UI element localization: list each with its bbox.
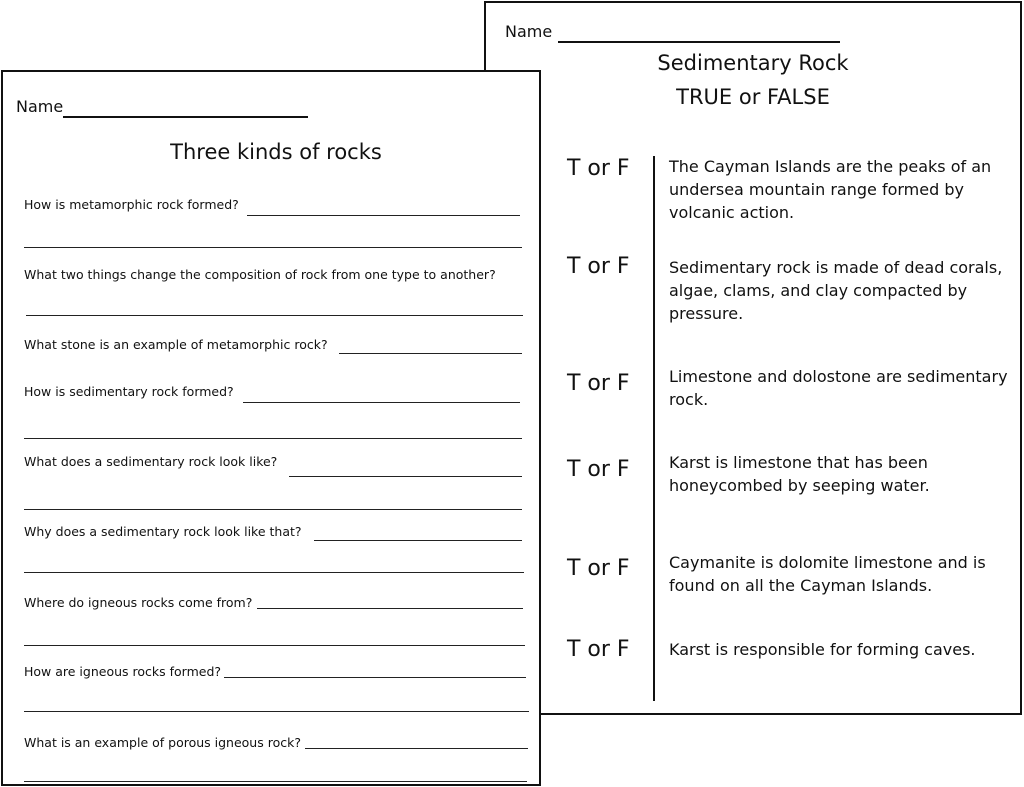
answer-line-6b[interactable] <box>24 572 524 573</box>
name-field[interactable] <box>63 116 308 118</box>
name-label: Name <box>16 97 64 116</box>
answer-line-5b[interactable] <box>24 509 522 510</box>
question-3: What stone is an example of metamorphic rock? <box>24 337 328 352</box>
question-7: Where do igneous rocks come from? <box>24 595 253 610</box>
tf-statement-1: The Cayman Islands are the peaks of an undersea mountain range formed by volcanic action. <box>669 157 992 222</box>
answer-line-7[interactable] <box>257 608 523 609</box>
answer-line-9b[interactable] <box>24 781 527 782</box>
tf-statement-6: Karst is responsible for forming caves. <box>669 640 976 659</box>
worksheet-title: Sedimentary Rock <box>657 51 849 75</box>
sedimentary-rock-worksheet <box>484 1 1022 715</box>
name-label: Name <box>505 22 553 41</box>
tf-mark-2[interactable]: T or F <box>567 254 630 279</box>
worksheet-subtitle: TRUE or FALSE <box>676 85 830 109</box>
tf-statement-2: Sedimentary rock is made of dead corals, algae, clams, and clay compacted by pressure. <box>669 258 1003 323</box>
answer-line-4[interactable] <box>243 402 520 403</box>
tf-statement-4: Karst is limestone that has been honeycombed by seeping water. <box>669 453 930 495</box>
tf-mark-3[interactable]: T or F <box>567 371 630 396</box>
name-field[interactable] <box>558 41 840 43</box>
question-4: How is sedimentary rock formed? <box>24 384 234 399</box>
answer-line-5[interactable] <box>289 476 522 477</box>
column-divider <box>653 156 655 701</box>
question-8: How are igneous rocks formed? <box>24 664 222 679</box>
worksheet-title: Three kinds of rocks <box>170 140 382 164</box>
tf-mark-4[interactable]: T or F <box>567 457 630 482</box>
tf-mark-5[interactable]: T or F <box>567 556 630 581</box>
question-2: What two things change the composition of rock from one type to another? <box>24 267 496 282</box>
answer-line-3[interactable] <box>339 353 522 354</box>
answer-line-7b[interactable] <box>24 645 525 646</box>
answer-line-8[interactable] <box>224 677 526 678</box>
question-9: What is an example of porous igneous rock? <box>24 735 301 750</box>
question-1: How is metamorphic rock formed? <box>24 197 239 212</box>
question-6: Why does a sedimentary rock look like that? <box>24 524 302 539</box>
tf-mark-1[interactable]: T or F <box>567 156 630 181</box>
answer-line-6[interactable] <box>314 540 522 541</box>
answer-line-1b[interactable] <box>24 247 522 248</box>
answer-line-2[interactable] <box>26 315 523 316</box>
answer-line-1[interactable] <box>247 215 520 216</box>
tf-statement-5: Caymanite is dolomite limestone and is found on all the Cayman Islands. <box>669 553 986 595</box>
tf-mark-6[interactable]: T or F <box>567 637 630 662</box>
tf-statement-3: Limestone and dolostone are sedimentary rock. <box>669 367 1008 409</box>
question-5: What does a sedimentary rock look like? <box>24 454 278 469</box>
answer-line-4b[interactable] <box>24 438 522 439</box>
three-kinds-of-rocks-worksheet <box>1 70 541 786</box>
answer-line-9[interactable] <box>305 748 528 749</box>
answer-line-8b[interactable] <box>24 711 529 712</box>
